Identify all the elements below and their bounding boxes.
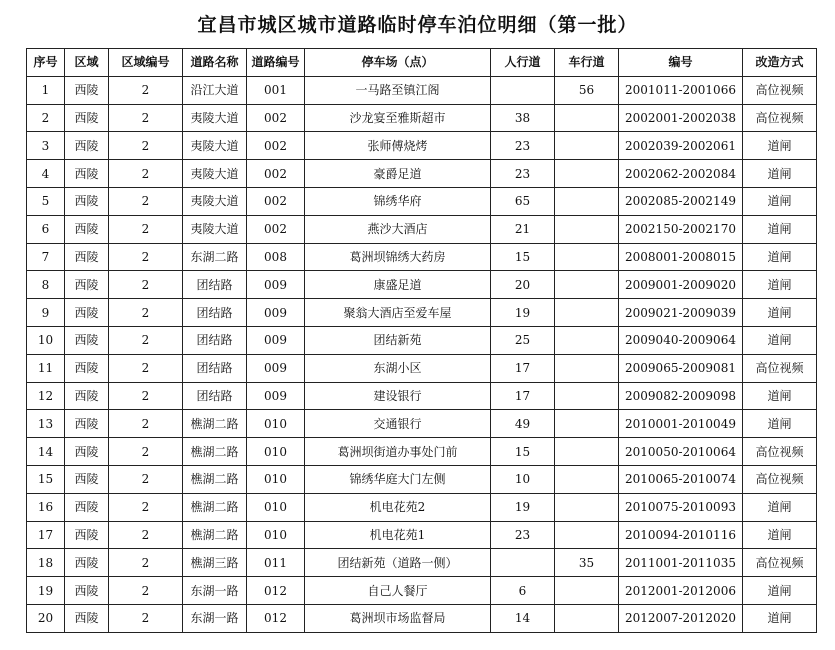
col-parking-lot-header: 停车场（点） <box>305 49 491 77</box>
table-row <box>27 271 817 299</box>
col-road-name-cell: 东湖一路 <box>183 577 247 605</box>
col-district-code-cell: 2 <box>109 521 183 549</box>
col-roadway-cell <box>555 577 619 605</box>
col-sidewalk-cell: 49 <box>491 410 555 438</box>
col-parking-lot-cell: 锦绣华庭大门左侧 <box>305 465 491 493</box>
col-road-name-cell: 樵湖三路 <box>183 549 247 577</box>
table-body <box>27 76 817 632</box>
col-road-name-cell: 夷陵大道 <box>183 215 247 243</box>
col-road-code-cell: 002 <box>247 104 305 132</box>
table-row <box>27 382 817 410</box>
col-number-cell: 2009001-2009020 <box>619 271 743 299</box>
col-sidewalk-cell: 20 <box>491 271 555 299</box>
col-parking-lot-cell: 葛洲坝锦绣大药房 <box>305 243 491 271</box>
col-district-code-cell: 2 <box>109 243 183 271</box>
col-parking-lot-cell: 交通银行 <box>305 410 491 438</box>
col-road-code-cell: 009 <box>247 271 305 299</box>
col-district-cell: 西陵 <box>65 521 109 549</box>
col-sidewalk-cell: 17 <box>491 354 555 382</box>
col-method-cell: 道闸 <box>743 604 817 632</box>
col-roadway-cell <box>555 160 619 188</box>
col-number-cell: 2002062-2002084 <box>619 160 743 188</box>
col-index-cell: 14 <box>27 438 65 466</box>
col-district-cell: 西陵 <box>65 493 109 521</box>
col-district-code-cell: 2 <box>109 215 183 243</box>
col-district-code-cell: 2 <box>109 326 183 354</box>
col-road-name-header: 道路名称 <box>183 49 247 77</box>
col-district-code-cell: 2 <box>109 604 183 632</box>
col-parking-lot-cell: 张师傅烧烤 <box>305 132 491 160</box>
col-sidewalk-cell: 23 <box>491 132 555 160</box>
col-index-cell: 17 <box>27 521 65 549</box>
table-row <box>27 521 817 549</box>
col-method-cell: 道闸 <box>743 382 817 410</box>
col-district-code-header: 区域编号 <box>109 49 183 77</box>
table-row <box>27 76 817 104</box>
col-index-cell: 10 <box>27 326 65 354</box>
col-sidewalk-cell: 38 <box>491 104 555 132</box>
col-parking-lot-cell: 聚翁大酒店至爱车屋 <box>305 299 491 327</box>
col-district-header: 区域 <box>65 49 109 77</box>
col-method-cell: 道闸 <box>743 160 817 188</box>
col-index-header: 序号 <box>27 49 65 77</box>
col-roadway-cell <box>555 215 619 243</box>
col-sidewalk-cell: 10 <box>491 465 555 493</box>
col-district-cell: 西陵 <box>65 243 109 271</box>
table-row <box>27 299 817 327</box>
col-district-code-cell: 2 <box>109 160 183 188</box>
col-district-cell: 西陵 <box>65 104 109 132</box>
col-sidewalk-cell: 23 <box>491 521 555 549</box>
col-road-code-cell: 001 <box>247 76 305 104</box>
col-district-code-cell: 2 <box>109 76 183 104</box>
col-road-name-cell: 樵湖二路 <box>183 410 247 438</box>
col-sidewalk-header: 人行道 <box>491 49 555 77</box>
col-method-cell: 道闸 <box>743 243 817 271</box>
col-index-cell: 4 <box>27 160 65 188</box>
col-number-cell: 2010075-2010093 <box>619 493 743 521</box>
col-method-cell: 道闸 <box>743 187 817 215</box>
table-row <box>27 132 817 160</box>
col-road-name-cell: 团结路 <box>183 299 247 327</box>
col-index-cell: 18 <box>27 549 65 577</box>
col-index-cell: 12 <box>27 382 65 410</box>
col-index-cell: 1 <box>27 76 65 104</box>
col-road-name-cell: 夷陵大道 <box>183 132 247 160</box>
col-district-code-cell: 2 <box>109 382 183 410</box>
col-district-cell: 西陵 <box>65 354 109 382</box>
col-method-cell: 高位视频 <box>743 438 817 466</box>
col-district-cell: 西陵 <box>65 410 109 438</box>
col-district-code-cell: 2 <box>109 299 183 327</box>
col-sidewalk-cell <box>491 549 555 577</box>
col-parking-lot-cell: 东湖小区 <box>305 354 491 382</box>
col-number-cell: 2010065-2010074 <box>619 465 743 493</box>
table-row <box>27 160 817 188</box>
col-number-header: 编号 <box>619 49 743 77</box>
col-parking-lot-cell: 自己人餐厅 <box>305 577 491 605</box>
col-parking-lot-cell: 锦绣华府 <box>305 187 491 215</box>
col-index-cell: 20 <box>27 604 65 632</box>
col-method-cell: 道闸 <box>743 521 817 549</box>
col-road-code-cell: 010 <box>247 521 305 549</box>
table-row <box>27 493 817 521</box>
col-parking-lot-cell: 康盛足道 <box>305 271 491 299</box>
col-district-code-cell: 2 <box>109 132 183 160</box>
col-district-cell: 西陵 <box>65 549 109 577</box>
col-district-cell: 西陵 <box>65 299 109 327</box>
col-index-cell: 8 <box>27 271 65 299</box>
col-district-cell: 西陵 <box>65 160 109 188</box>
col-roadway-cell <box>555 382 619 410</box>
col-index-cell: 3 <box>27 132 65 160</box>
table-row <box>27 410 817 438</box>
table-row <box>27 577 817 605</box>
col-number-cell: 2011001-2011035 <box>619 549 743 577</box>
col-district-cell: 西陵 <box>65 215 109 243</box>
col-parking-lot-cell: 一马路至镇江阁 <box>305 76 491 104</box>
col-road-code-cell: 002 <box>247 132 305 160</box>
col-district-code-cell: 2 <box>109 577 183 605</box>
col-sidewalk-cell: 65 <box>491 187 555 215</box>
col-method-cell: 道闸 <box>743 410 817 438</box>
col-roadway-cell: 56 <box>555 76 619 104</box>
col-index-cell: 15 <box>27 465 65 493</box>
col-sidewalk-cell: 17 <box>491 382 555 410</box>
col-number-cell: 2010050-2010064 <box>619 438 743 466</box>
col-roadway-cell <box>555 187 619 215</box>
col-number-cell: 2002039-2002061 <box>619 132 743 160</box>
col-road-code-cell: 011 <box>247 549 305 577</box>
col-index-cell: 16 <box>27 493 65 521</box>
col-parking-lot-cell: 燕沙大酒店 <box>305 215 491 243</box>
col-road-code-cell: 009 <box>247 382 305 410</box>
col-method-header: 改造方式 <box>743 49 817 77</box>
col-district-code-cell: 2 <box>109 271 183 299</box>
col-sidewalk-cell: 6 <box>491 577 555 605</box>
col-number-cell: 2009082-2009098 <box>619 382 743 410</box>
col-road-code-cell: 012 <box>247 577 305 605</box>
col-number-cell: 2009065-2009081 <box>619 354 743 382</box>
col-method-cell: 道闸 <box>743 132 817 160</box>
col-district-cell: 西陵 <box>65 187 109 215</box>
col-roadway-cell <box>555 326 619 354</box>
col-number-cell: 2002001-2002038 <box>619 104 743 132</box>
col-index-cell: 19 <box>27 577 65 605</box>
page-title: 宜昌市城区城市道路临时停车泊位明细（第一批） <box>197 14 638 36</box>
col-index-cell: 5 <box>27 187 65 215</box>
col-district-cell: 西陵 <box>65 465 109 493</box>
col-road-name-cell: 东湖二路 <box>183 243 247 271</box>
table-row <box>27 438 817 466</box>
col-road-name-cell: 团结路 <box>183 271 247 299</box>
table-row <box>27 187 817 215</box>
col-parking-lot-cell: 团结新苑 <box>305 326 491 354</box>
table-row <box>27 215 817 243</box>
col-roadway-cell <box>555 465 619 493</box>
col-parking-lot-cell: 团结新苑（道路一侧） <box>305 549 491 577</box>
col-index-cell: 11 <box>27 354 65 382</box>
table-row <box>27 243 817 271</box>
col-district-cell: 西陵 <box>65 271 109 299</box>
col-roadway-cell <box>555 410 619 438</box>
col-method-cell: 道闸 <box>743 271 817 299</box>
col-roadway-cell <box>555 132 619 160</box>
col-road-code-cell: 009 <box>247 354 305 382</box>
col-road-name-cell: 东湖一路 <box>183 604 247 632</box>
col-method-cell: 道闸 <box>743 326 817 354</box>
col-method-cell: 道闸 <box>743 215 817 243</box>
col-index-cell: 13 <box>27 410 65 438</box>
col-road-code-cell: 012 <box>247 604 305 632</box>
col-roadway-cell <box>555 438 619 466</box>
col-roadway-cell <box>555 521 619 549</box>
col-number-cell: 2010001-2010049 <box>619 410 743 438</box>
table-header <box>27 49 817 77</box>
parking-table <box>26 48 817 633</box>
col-road-name-cell: 夷陵大道 <box>183 104 247 132</box>
col-index-cell: 7 <box>27 243 65 271</box>
col-road-code-cell: 002 <box>247 215 305 243</box>
table-row <box>27 104 817 132</box>
col-number-cell: 2009021-2009039 <box>619 299 743 327</box>
col-number-cell: 2008001-2008015 <box>619 243 743 271</box>
col-sidewalk-cell <box>491 76 555 104</box>
col-road-code-cell: 010 <box>247 438 305 466</box>
col-district-cell: 西陵 <box>65 382 109 410</box>
col-number-cell: 2012007-2012020 <box>619 604 743 632</box>
col-road-code-cell: 009 <box>247 326 305 354</box>
col-district-cell: 西陵 <box>65 76 109 104</box>
col-road-code-cell: 002 <box>247 160 305 188</box>
col-district-cell: 西陵 <box>65 438 109 466</box>
col-sidewalk-cell: 25 <box>491 326 555 354</box>
col-roadway-cell: 35 <box>555 549 619 577</box>
col-road-code-header: 道路编号 <box>247 49 305 77</box>
table-row <box>27 326 817 354</box>
col-road-name-cell: 团结路 <box>183 354 247 382</box>
col-roadway-cell <box>555 604 619 632</box>
col-road-name-cell: 樵湖二路 <box>183 493 247 521</box>
col-road-name-cell: 樵湖二路 <box>183 465 247 493</box>
col-parking-lot-cell: 机电花苑1 <box>305 521 491 549</box>
col-district-code-cell: 2 <box>109 104 183 132</box>
col-road-code-cell: 010 <box>247 465 305 493</box>
col-road-code-cell: 009 <box>247 299 305 327</box>
col-road-code-cell: 002 <box>247 187 305 215</box>
col-road-code-cell: 010 <box>247 410 305 438</box>
col-road-name-cell: 樵湖二路 <box>183 521 247 549</box>
col-method-cell: 高位视频 <box>743 549 817 577</box>
col-roadway-header: 车行道 <box>555 49 619 77</box>
col-index-cell: 9 <box>27 299 65 327</box>
col-district-code-cell: 2 <box>109 187 183 215</box>
col-method-cell: 道闸 <box>743 299 817 327</box>
table-row <box>27 354 817 382</box>
col-district-code-cell: 2 <box>109 493 183 521</box>
col-road-name-cell: 团结路 <box>183 326 247 354</box>
col-method-cell: 高位视频 <box>743 104 817 132</box>
col-roadway-cell <box>555 354 619 382</box>
col-district-code-cell: 2 <box>109 410 183 438</box>
col-sidewalk-cell: 15 <box>491 243 555 271</box>
col-road-name-cell: 樵湖二路 <box>183 438 247 466</box>
col-district-code-cell: 2 <box>109 438 183 466</box>
col-district-cell: 西陵 <box>65 132 109 160</box>
col-parking-lot-cell: 沙龙宴至雅斯超市 <box>305 104 491 132</box>
col-method-cell: 道闸 <box>743 493 817 521</box>
col-number-cell: 2010094-2010116 <box>619 521 743 549</box>
col-road-code-cell: 008 <box>247 243 305 271</box>
col-parking-lot-cell: 葛洲坝市场监督局 <box>305 604 491 632</box>
col-sidewalk-cell: 15 <box>491 438 555 466</box>
col-district-code-cell: 2 <box>109 354 183 382</box>
col-roadway-cell <box>555 493 619 521</box>
col-number-cell: 2002150-2002170 <box>619 215 743 243</box>
col-parking-lot-cell: 葛洲坝街道办事处门前 <box>305 438 491 466</box>
col-road-name-cell: 团结路 <box>183 382 247 410</box>
col-parking-lot-cell: 豪爵足道 <box>305 160 491 188</box>
table-row <box>27 604 817 632</box>
col-district-code-cell: 2 <box>109 465 183 493</box>
col-number-cell: 2012001-2012006 <box>619 577 743 605</box>
col-roadway-cell <box>555 299 619 327</box>
col-sidewalk-cell: 21 <box>491 215 555 243</box>
col-roadway-cell <box>555 243 619 271</box>
col-district-code-cell: 2 <box>109 549 183 577</box>
header-row <box>27 49 817 77</box>
col-district-cell: 西陵 <box>65 326 109 354</box>
col-sidewalk-cell: 14 <box>491 604 555 632</box>
col-method-cell: 道闸 <box>743 577 817 605</box>
col-sidewalk-cell: 19 <box>491 299 555 327</box>
col-index-cell: 2 <box>27 104 65 132</box>
col-method-cell: 高位视频 <box>743 354 817 382</box>
col-parking-lot-cell: 机电花苑2 <box>305 493 491 521</box>
col-road-name-cell: 夷陵大道 <box>183 160 247 188</box>
col-number-cell: 2002085-2002149 <box>619 187 743 215</box>
col-roadway-cell <box>555 271 619 299</box>
table-row <box>27 549 817 577</box>
col-sidewalk-cell: 19 <box>491 493 555 521</box>
col-index-cell: 6 <box>27 215 65 243</box>
col-road-code-cell: 010 <box>247 493 305 521</box>
table-row <box>27 465 817 493</box>
col-district-cell: 西陵 <box>65 577 109 605</box>
col-number-cell: 2009040-2009064 <box>619 326 743 354</box>
col-sidewalk-cell: 23 <box>491 160 555 188</box>
col-district-cell: 西陵 <box>65 604 109 632</box>
col-method-cell: 高位视频 <box>743 465 817 493</box>
col-parking-lot-cell: 建设银行 <box>305 382 491 410</box>
col-method-cell: 高位视频 <box>743 76 817 104</box>
col-number-cell: 2001011-2001066 <box>619 76 743 104</box>
col-roadway-cell <box>555 104 619 132</box>
col-road-name-cell: 沿江大道 <box>183 76 247 104</box>
col-road-name-cell: 夷陵大道 <box>183 187 247 215</box>
